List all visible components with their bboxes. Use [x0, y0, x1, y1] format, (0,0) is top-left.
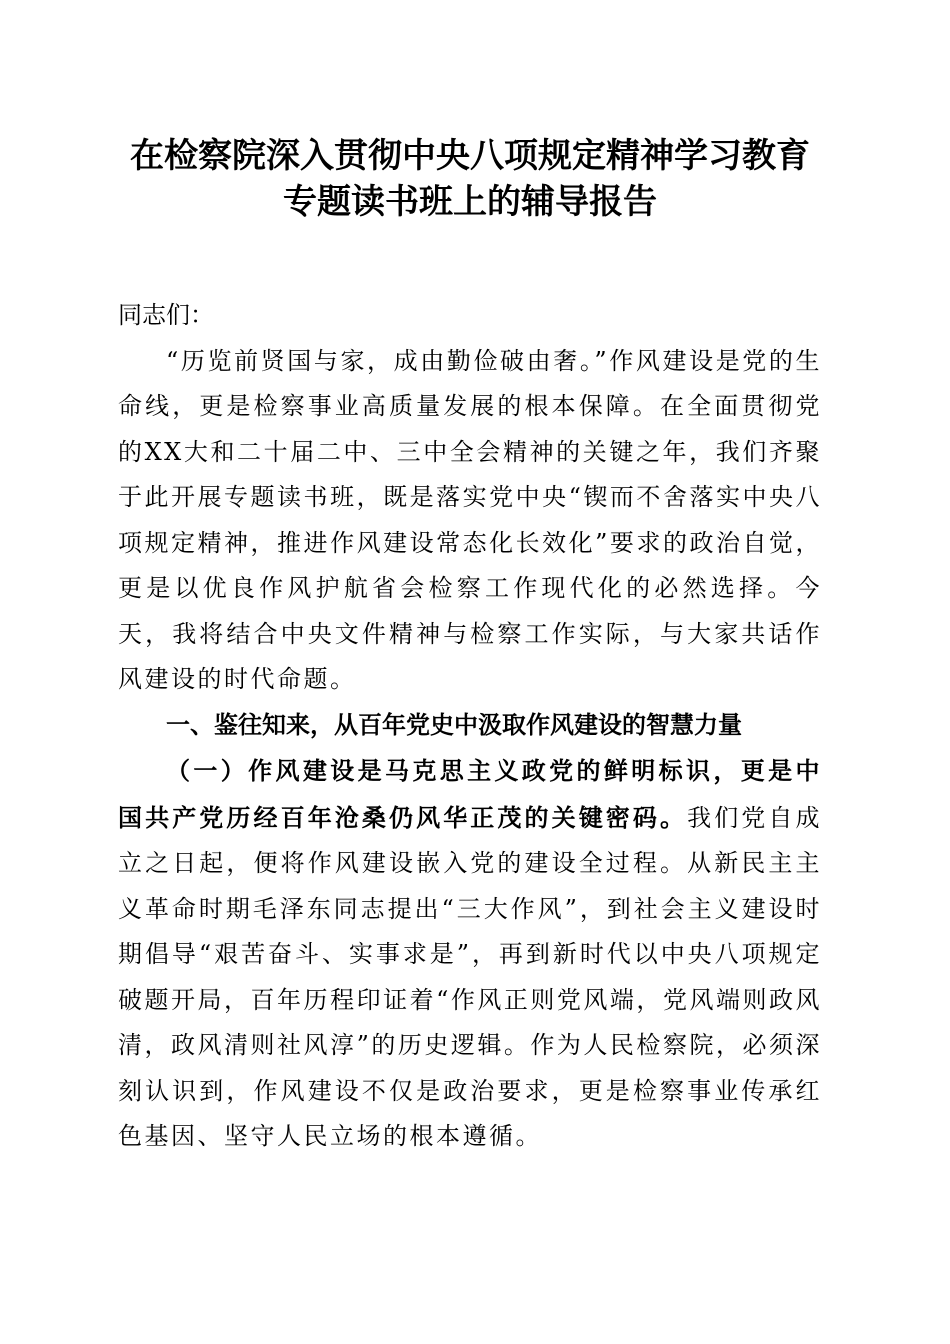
title-line-1: 在检察院深入贯彻中央八项规定精神学习教育	[130, 136, 810, 176]
subsection-1-paragraph	[118, 748, 822, 1160]
document-title	[118, 133, 822, 225]
subsection-1-body: 我们党自成立之日起，便将作风建设嵌入党的建设全过程。从新民主主义革命时期毛泽东同志提出“三大作风”，到社会主义建设时期倡导“艰苦奋斗、实事求是”，再到新时代以中央八项规定破题开局，百年历程印证着“作风正则党风端，党风端则政风清，政风清则社风淳”的历史逻辑。作为人民检察院，必须深刻认识到，作风建设不仅是政治要求，更是检察事业传承红色基因、坚守人民立场的根本遵循。	[118, 803, 823, 1150]
section-1-heading: 一、鉴往知来，从百年党史中汲取作风建设的智慧力量	[166, 710, 742, 739]
document-body	[118, 133, 822, 1160]
salutation: 同志们：	[118, 301, 214, 329]
subsection-1-lead: （一）作风建设是马克思主义政党的鲜明标识，更是中国共产党历经百年沧桑仍风华正茂的关键密码。	[118, 756, 822, 832]
intro-paragraph: “历览前贤国与家，成由勤俭破由奢。”作风建设是党的生命线，更是检察事业高质量发展的根本保障。在全面贯彻党的XX大和二十届二中、三中全会精神的关键之年，我们齐聚于此开展专题读书班，既是落实党中央“锲而不舍落实中央八项规定精神，推进作风建设常态化长效化”要求的政治自觉，更是以优良作风护航省会检察工作现代化的必然选择。今天，我将结合中央文件精神与检察工作实际，与大家共话作风建设的时代命题。	[118, 346, 822, 693]
title-line-2: 专题读书班上的辅导报告	[283, 182, 657, 222]
